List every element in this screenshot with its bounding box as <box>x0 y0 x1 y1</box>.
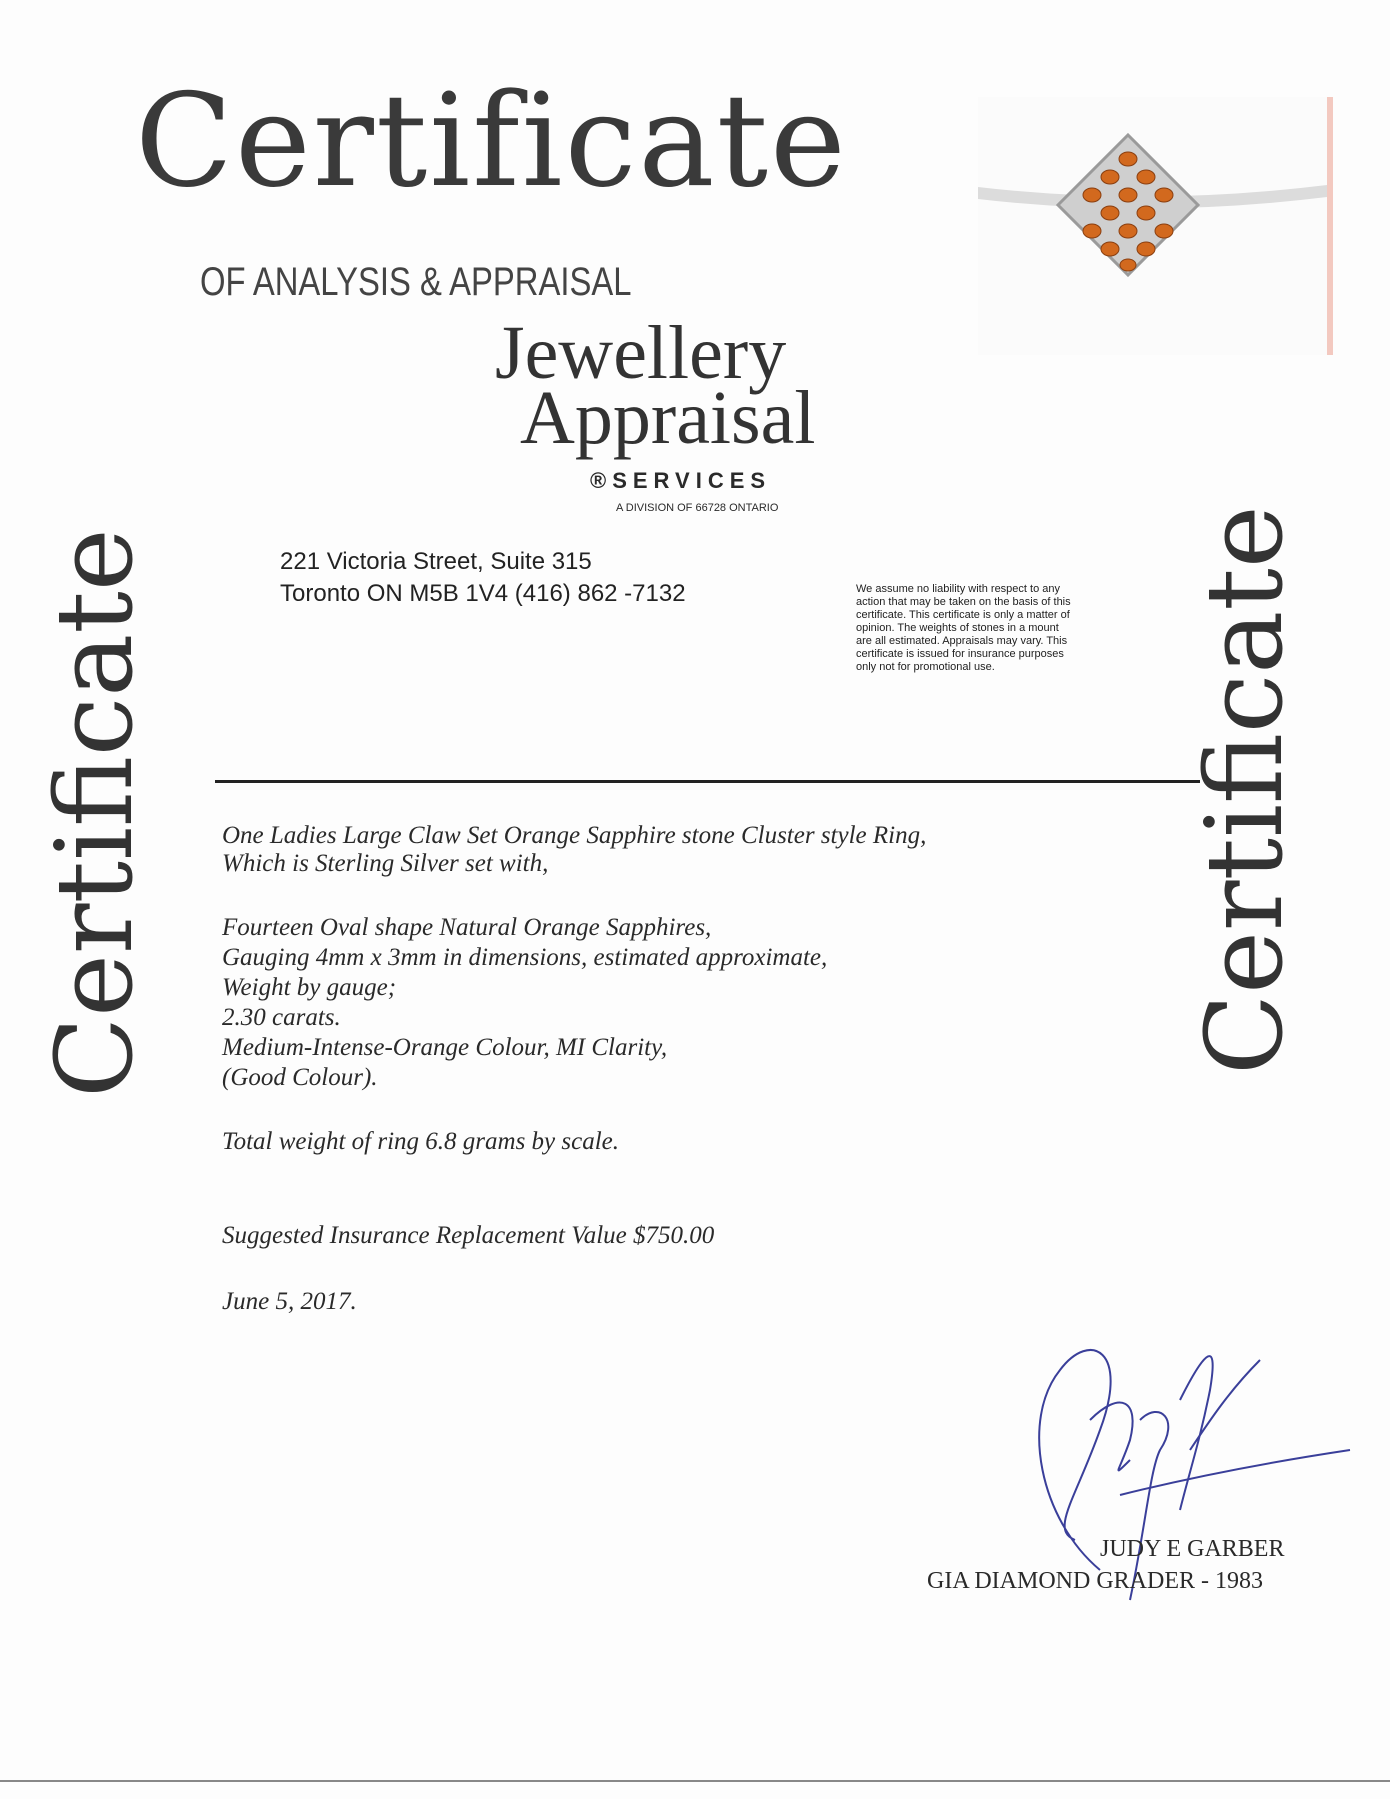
total-weight: Total weight of ring 6.8 grams by scale. <box>222 1128 620 1155</box>
disclaimer-line: We assume no liability with respect to any <box>856 583 1060 595</box>
insurance-value: Suggested Insurance Replacement Value $750.00 <box>222 1222 715 1249</box>
page-edge <box>0 1780 1390 1782</box>
disclaimer <box>856 583 1146 674</box>
address-line-2: Toronto ON M5B 1V4 (416) 862 -7132 <box>280 580 686 607</box>
certificate-date: June 5, 2017. <box>222 1288 357 1315</box>
logo-line-appraisal: Appraisal <box>520 376 816 460</box>
divider-rule <box>215 780 1200 783</box>
disclaimer-line: certificate. This certificate is only a matter of <box>856 609 1070 621</box>
certificate-title: Certificate <box>135 67 848 216</box>
description-line: (Good Colour). <box>222 1064 378 1091</box>
signer-credential: GIA DIAMOND GRADER - 1983 <box>927 1568 1263 1594</box>
description-line: 2.30 carats. <box>222 1004 341 1031</box>
disclaimer-line: only not for promotional use. <box>856 661 995 673</box>
signer-name: JUDY E GARBER <box>1100 1536 1285 1562</box>
side-text-right: Certificate <box>1183 505 1306 1075</box>
disclaimer-line: certificate is issued for insurance purposes <box>856 648 1064 660</box>
description-line: Weight by gauge; <box>222 974 397 1001</box>
ring-image-icon <box>978 97 1327 355</box>
disclaimer-line: are all estimated. Appraisals may vary. This <box>856 635 1068 647</box>
description-line: Gauging 4mm x 3mm in dimensions, estimated approximate, <box>222 944 828 971</box>
disclaimer-line: opinion. The weights of stones in a mount <box>856 622 1059 634</box>
description-line: Fourteen Oval shape Natural Orange Sapphires, <box>222 914 712 941</box>
logo-line-jewellery: Jewellery <box>495 311 787 395</box>
description-line: One Ladies Large Claw Set Orange Sapphire stone Cluster style Ring, <box>222 822 927 849</box>
logo-services: ®SERVICES <box>590 468 772 493</box>
disclaimer-line: action that may be taken on the basis of this <box>856 596 1071 608</box>
description-line: Which is Sterling Silver set with, <box>222 850 549 877</box>
description-line: Medium-Intense-Orange Colour, MI Clarity, <box>222 1034 668 1061</box>
ring-photo <box>978 97 1333 355</box>
side-text-left: Certificate <box>33 528 156 1098</box>
address-line-1: 221 Victoria Street, Suite 315 <box>280 548 592 575</box>
logo-division: A DIVISION OF 66728 ONTARIO <box>616 502 779 514</box>
certificate-subtitle: OF ANALYSIS & APPRAISAL <box>200 260 632 304</box>
